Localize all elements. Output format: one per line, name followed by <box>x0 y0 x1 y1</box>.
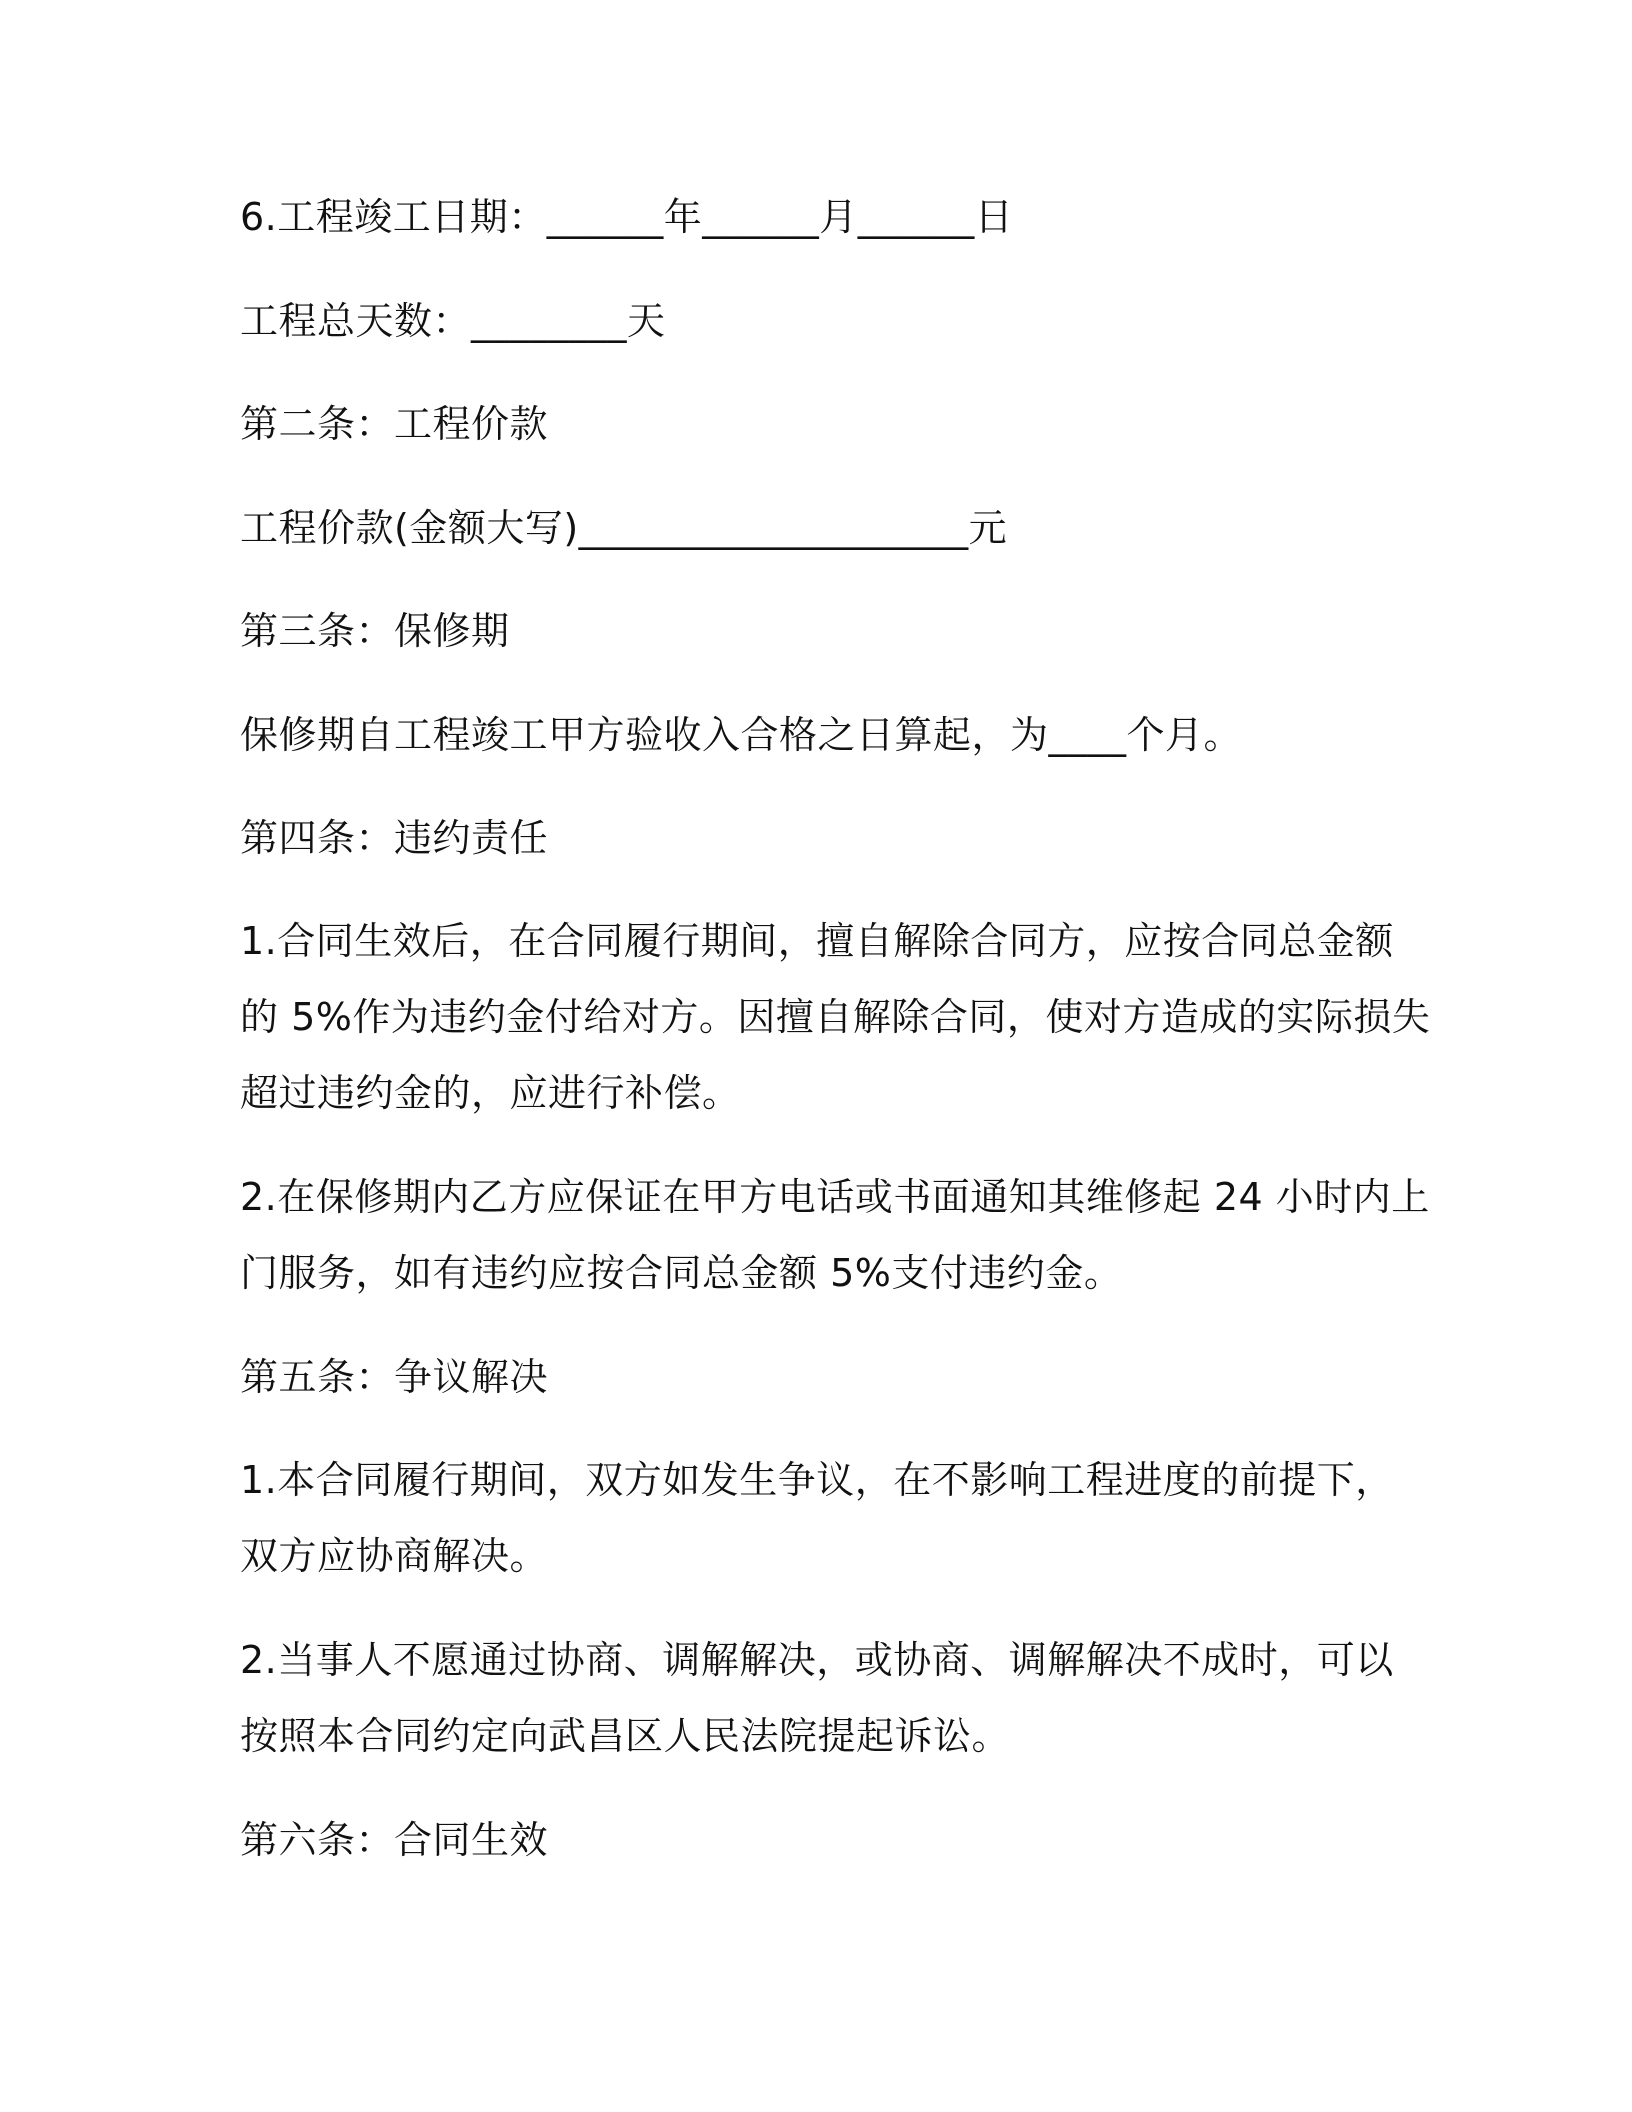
article-2-heading: 第二条：工程价款 <box>240 402 549 446</box>
breach-clause-2-line-2: 门服务，如有违约应按合同总金额 5%支付违约金。 <box>240 1251 1123 1295</box>
article-3-heading: 第三条：保修期 <box>240 609 510 653</box>
breach-clause-2-line-1: 2.在保修期内乙方应保证在甲方电话或书面通知其维修起 24 小时内上 <box>240 1175 1430 1219</box>
article-6-heading: 第六条：合同生效 <box>240 1818 549 1862</box>
total-days-line: 工程总天数：________天 <box>240 299 666 343</box>
dispute-clause-1-line-1: 1.本合同履行期间，双方如发生争议，在不影响工程进度的前提下， <box>240 1458 1394 1502</box>
completion-date-line: 6.工程竣工日期：______年______月______日 <box>240 195 1014 239</box>
breach-clause-1-line-3: 超过违约金的，应进行补偿。 <box>240 1071 741 1115</box>
breach-clause-1-line-2: 的 5%作为违约金付给对方。因擅自解除合同，使对方造成的实际损失 <box>240 995 1431 1039</box>
dispute-clause-2-line-1: 2.当事人不愿通过协商、调解解决，或协商、调解解决不成时，可以 <box>240 1638 1394 1682</box>
warranty-period-line: 保修期自工程竣工甲方验收入合格之日算起，为____个月。 <box>240 713 1243 757</box>
dispute-clause-1-line-2: 双方应协商解决。 <box>240 1534 549 1578</box>
dispute-clause-2-line-2: 按照本合同约定向武昌区人民法院提起诉讼。 <box>240 1714 1011 1758</box>
article-4-heading: 第四条：违约责任 <box>240 816 549 860</box>
breach-clause-1-line-1: 1.合同生效后，在合同履行期间，擅自解除合同方，应按合同总金额 <box>240 919 1394 963</box>
article-5-heading: 第五条：争议解决 <box>240 1355 549 1399</box>
project-price-line: 工程价款(金额大写)____________________元 <box>240 506 1008 550</box>
